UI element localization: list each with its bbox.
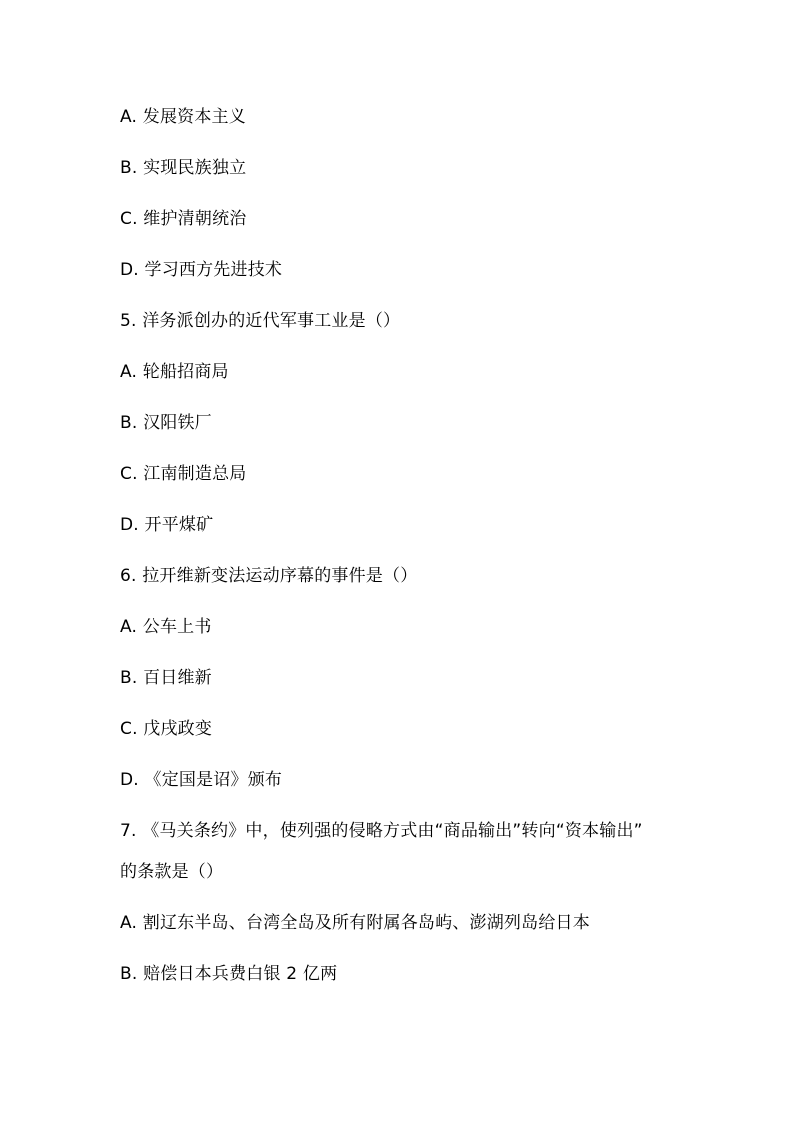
question-5: 5. 洋务派创办的近代军事工业是（） xyxy=(120,311,401,331)
question-7-line-1: 7. 《马关条约》中，使列强的侵略方式由“商品输出”转向“资本输出” xyxy=(120,821,643,841)
option-4b: B. 实现民族独立 xyxy=(120,158,247,178)
option-6d: D. 《定国是诏》颁布 xyxy=(120,770,283,790)
option-4d: D. 学习西方先进技术 xyxy=(120,260,283,280)
option-6a: A. 公车上书 xyxy=(120,617,212,637)
option-7b: B. 赔偿日本兵费白银 2 亿两 xyxy=(120,964,338,984)
option-4c: C. 维护清朝统治 xyxy=(120,209,247,229)
option-5c: C. 江南制造总局 xyxy=(120,464,247,484)
option-4a: A. 发展资本主义 xyxy=(120,107,246,127)
option-5b: B. 汉阳铁厂 xyxy=(120,413,212,433)
question-6: 6. 拉开维新变法运动序幕的事件是（） xyxy=(120,566,418,586)
option-6b: B. 百日维新 xyxy=(120,668,212,688)
option-7a: A. 割辽东半岛、台湾全岛及所有附属各岛屿、澎湖列岛给日本 xyxy=(120,913,590,933)
option-5a: A. 轮船招商局 xyxy=(120,362,229,382)
question-7-line-2: 的条款是（） xyxy=(120,862,224,882)
option-5d: D. 开平煤矿 xyxy=(120,515,214,535)
option-6c: C. 戊戌政变 xyxy=(120,719,213,739)
